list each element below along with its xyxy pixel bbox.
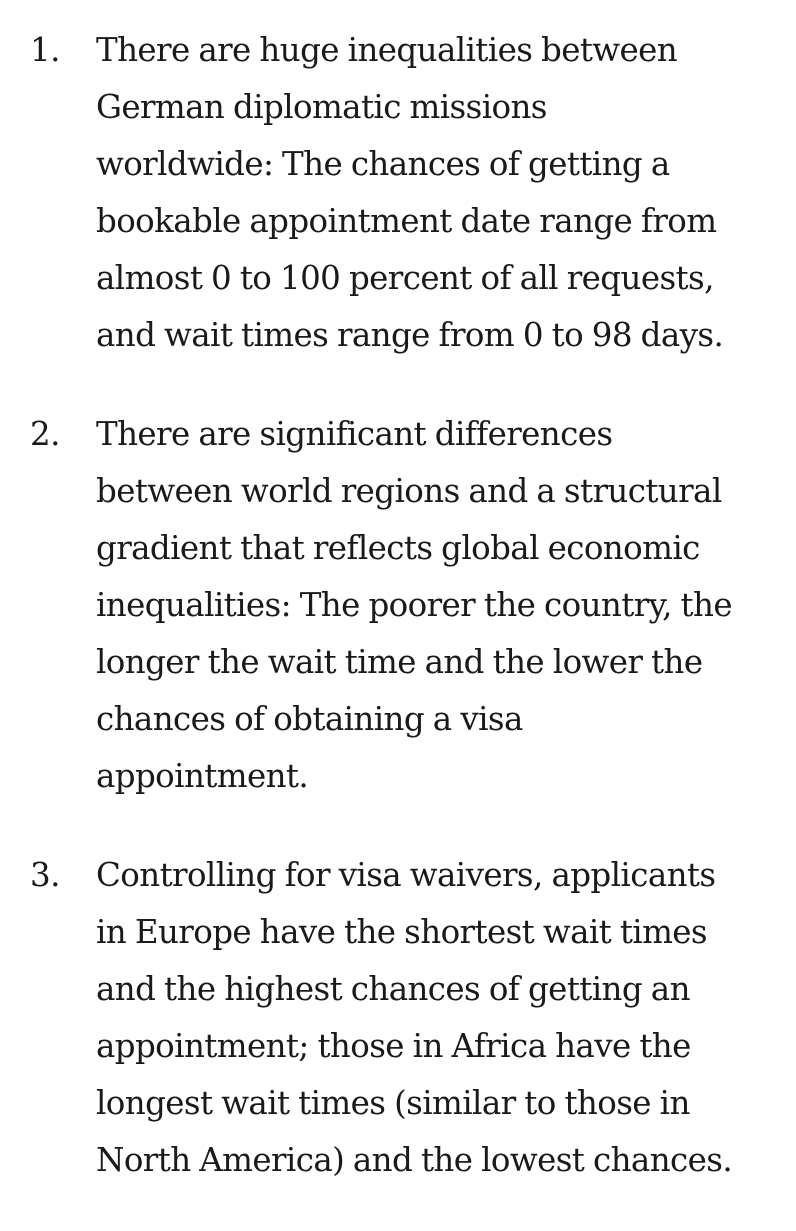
finding-item-2 [0,406,796,805]
finding-text [96,22,760,364]
finding-line: inequalities: The poorer the country, the [96,586,732,624]
finding-line: almost 0 to 100 percent of all requests, [96,259,714,297]
finding-item-3 [0,847,796,1189]
findings-list [0,22,796,1231]
finding-line: appointment. [96,757,309,795]
finding-line: Controlling for visa waivers, applicants [96,856,716,894]
finding-line: longest wait times (similar to those in [96,1084,690,1122]
finding-line: gradient that reflects global economic [96,529,700,567]
finding-number: 1. [30,31,60,69]
finding-line: bookable appointment date range from [96,202,717,240]
finding-line: chances of obtaining a visa [96,700,523,738]
finding-number: 2. [30,415,60,453]
finding-line: and wait times range from 0 to 98 days. [96,316,724,354]
finding-line: North America) and the lowest chances. [96,1141,733,1179]
finding-line: in Europe have the shortest wait times [96,913,708,951]
finding-line: between world regions and a structural [96,472,722,510]
finding-line: There are significant differences [96,415,613,453]
finding-number: 3. [30,856,60,894]
finding-text [96,847,760,1189]
finding-line: and the highest chances of getting an [96,970,690,1008]
finding-line: appointment; those in Africa have the [96,1027,691,1065]
finding-line: worldwide: The chances of getting a [96,145,670,183]
finding-line: German diplomatic missions [96,88,547,126]
finding-text [96,406,760,805]
finding-line: There are huge inequalities between [96,31,678,69]
finding-item-1 [0,22,796,364]
finding-line: longer the wait time and the lower the [96,643,703,681]
